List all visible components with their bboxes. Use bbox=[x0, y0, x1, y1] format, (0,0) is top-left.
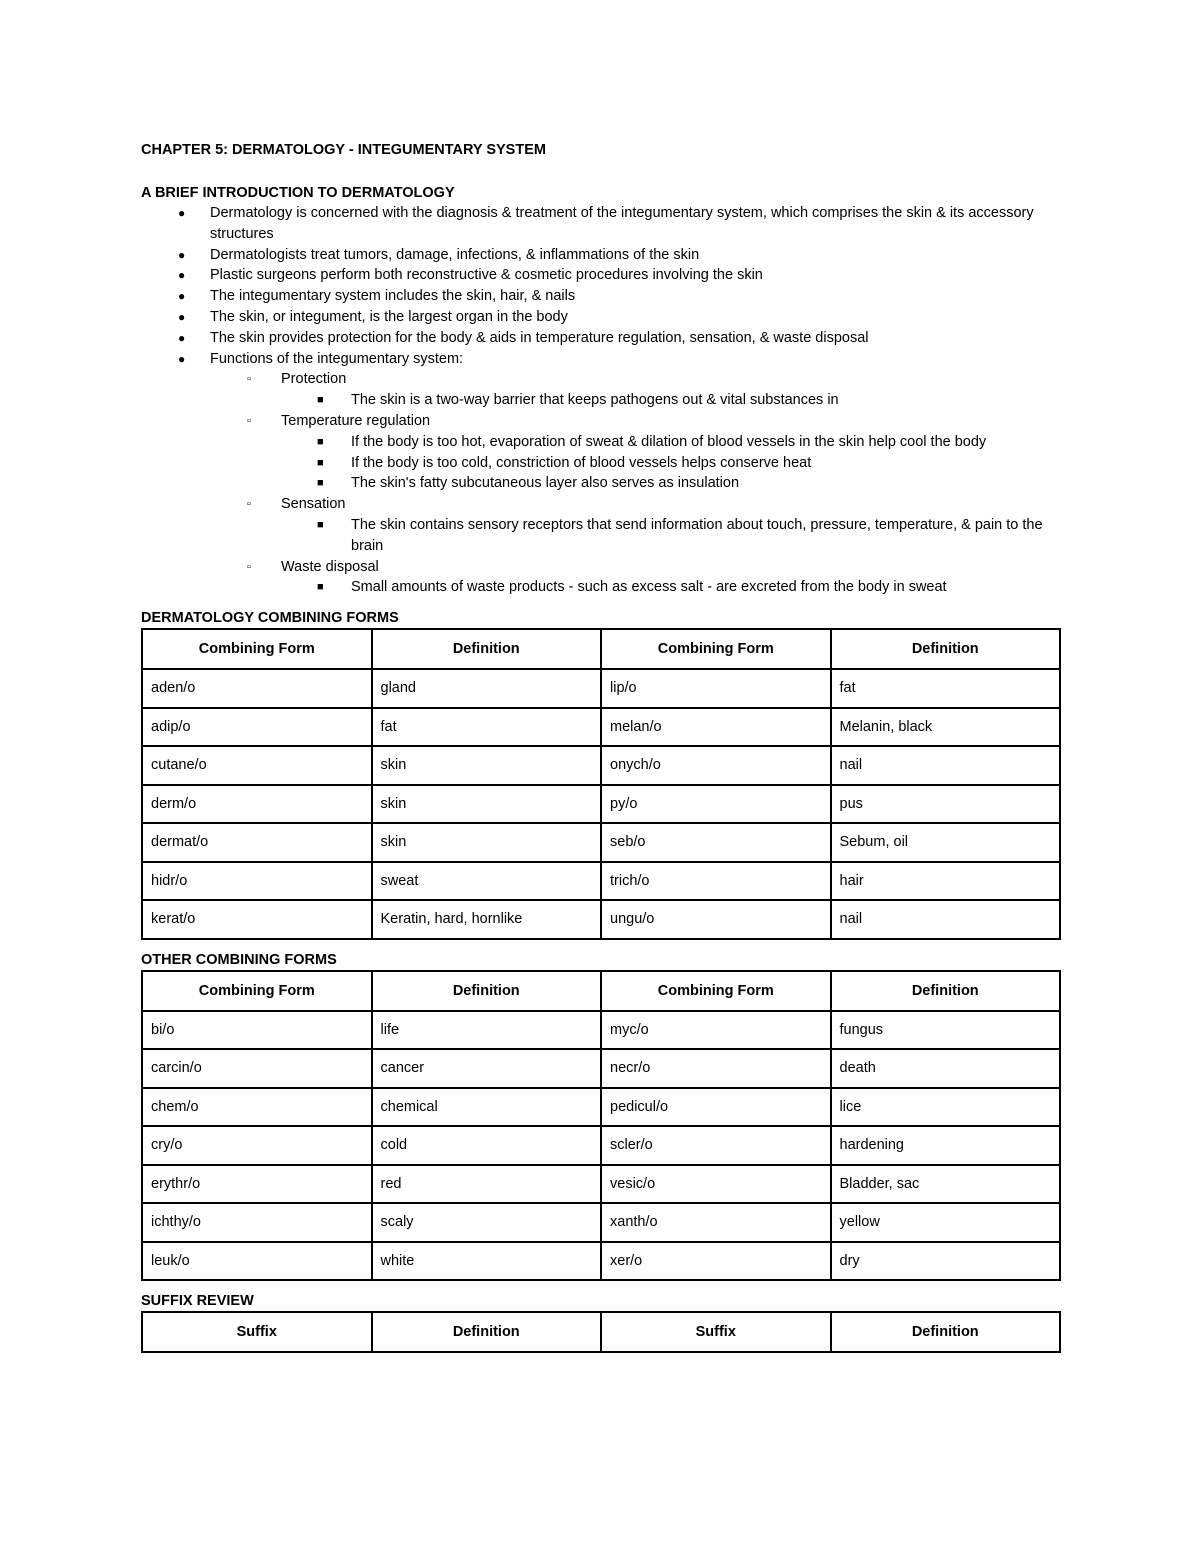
table-cell: ungu/o bbox=[601, 900, 831, 939]
table-cell: nail bbox=[831, 746, 1061, 785]
intro-bullet: ● The integumentary system includes the skin, hair, & nails bbox=[141, 286, 1061, 307]
table-cell: aden/o bbox=[142, 669, 372, 708]
function-points bbox=[281, 577, 1061, 598]
table-cell: skin bbox=[372, 785, 602, 824]
table-cell: skin bbox=[372, 746, 602, 785]
hollow-square-bullet-icon: ▫ bbox=[247, 498, 251, 511]
table-row bbox=[142, 1203, 1060, 1242]
bullet-dot-icon: ● bbox=[178, 268, 186, 283]
intro-heading: A BRIEF INTRODUCTION TO DERMATOLOGY bbox=[141, 185, 455, 201]
table-cell: cancer bbox=[372, 1049, 602, 1088]
table-row bbox=[142, 785, 1060, 824]
column-header: Suffix bbox=[601, 1312, 831, 1352]
other-combining-forms-table bbox=[141, 970, 1061, 1282]
table-cell: myc/o bbox=[601, 1011, 831, 1050]
table-cell: trich/o bbox=[601, 862, 831, 901]
table-cell: hardening bbox=[831, 1126, 1061, 1165]
table-row bbox=[142, 862, 1060, 901]
function-points bbox=[281, 432, 1061, 494]
table-cell: ichthy/o bbox=[142, 1203, 372, 1242]
table-cell: leuk/o bbox=[142, 1242, 372, 1281]
table-cell: gland bbox=[372, 669, 602, 708]
other-table-heading: OTHER COMBINING FORMS bbox=[141, 951, 337, 968]
intro-bullet: ● The skin, or integument, is the largest organ in the body bbox=[141, 307, 1061, 328]
document-page bbox=[141, 140, 1061, 1353]
table-cell: lice bbox=[831, 1088, 1061, 1127]
chapter-title: CHAPTER 5: DERMATOLOGY - INTEGUMENTARY SYSTEM bbox=[141, 142, 546, 158]
table-cell: carcin/o bbox=[142, 1049, 372, 1088]
table-cell: sweat bbox=[372, 862, 602, 901]
table-row bbox=[142, 746, 1060, 785]
bullet-dot-icon: ● bbox=[178, 330, 186, 345]
square-bullet-icon: ■ bbox=[317, 477, 324, 490]
suffix-review-table bbox=[141, 1311, 1061, 1353]
column-header: Definition bbox=[372, 629, 602, 669]
function-point: ■ The skin's fatty subcutaneous layer also serves as insulation bbox=[141, 473, 1061, 494]
table-cell: white bbox=[372, 1242, 602, 1281]
bullet-dot-icon: ● bbox=[178, 206, 186, 220]
bullet-dot-icon: ● bbox=[178, 289, 186, 304]
table-header-row bbox=[142, 1312, 1060, 1352]
suffix-table-heading: SUFFIX REVIEW bbox=[141, 1293, 254, 1310]
table-cell: skin bbox=[372, 823, 602, 862]
table-cell: necr/o bbox=[601, 1049, 831, 1088]
table-row bbox=[142, 1126, 1060, 1165]
function-points bbox=[281, 515, 1061, 557]
table-cell: xanth/o bbox=[601, 1203, 831, 1242]
intro-list bbox=[141, 203, 1061, 598]
table-row bbox=[142, 1165, 1060, 1204]
column-header: Definition bbox=[831, 629, 1061, 669]
bullet-dot-icon: ● bbox=[178, 351, 186, 366]
table-cell: fungus bbox=[831, 1011, 1061, 1050]
table-cell: scaly bbox=[372, 1203, 602, 1242]
hollow-square-bullet-icon: ▫ bbox=[247, 414, 251, 427]
table-cell: dry bbox=[831, 1242, 1061, 1281]
table-cell: nail bbox=[831, 900, 1061, 939]
table-cell: erythr/o bbox=[142, 1165, 372, 1204]
intro-bullet: ● Dermatologists treat tumors, damage, infections, & inflammations of the skin bbox=[141, 245, 1061, 266]
functions-list bbox=[210, 369, 1061, 598]
derm-table-heading: DERMATOLOGY COMBINING FORMS bbox=[141, 610, 399, 627]
table-cell: pedicul/o bbox=[601, 1088, 831, 1127]
intro-bullet: ● Dermatology is concerned with the diagnosis & treatment of the integumentary system, which comprises the skin & its accessory structures bbox=[178, 205, 1034, 242]
derm-combining-forms-table bbox=[141, 628, 1061, 940]
function-item: ▫ Sensation ■ The skin contains sensory receptors that send information about touch, pressure, temperature, & pain to the brain bbox=[141, 494, 1061, 556]
table-cell: bi/o bbox=[142, 1011, 372, 1050]
column-header: Definition bbox=[372, 971, 602, 1011]
table-row bbox=[142, 708, 1060, 747]
table-cell: scler/o bbox=[601, 1126, 831, 1165]
column-header: Combining Form bbox=[142, 971, 372, 1011]
table-cell: py/o bbox=[601, 785, 831, 824]
hollow-square-bullet-icon: ▫ bbox=[247, 373, 251, 386]
hollow-square-bullet-icon: ▫ bbox=[247, 560, 251, 573]
table-cell: Keratin, hard, hornlike bbox=[372, 900, 602, 939]
table-cell: death bbox=[831, 1049, 1061, 1088]
square-bullet-icon: ■ bbox=[317, 456, 324, 469]
bullet-dot-icon: ● bbox=[178, 247, 186, 262]
table-row bbox=[142, 823, 1060, 862]
column-header: Combining Form bbox=[601, 971, 831, 1011]
table-cell: hidr/o bbox=[142, 862, 372, 901]
column-header: Combining Form bbox=[601, 629, 831, 669]
table-cell: life bbox=[372, 1011, 602, 1050]
table-row bbox=[142, 1049, 1060, 1088]
bullet-dot-icon: ● bbox=[178, 309, 186, 324]
table-row bbox=[142, 1088, 1060, 1127]
table-cell: melan/o bbox=[601, 708, 831, 747]
square-bullet-icon: ■ bbox=[317, 581, 324, 594]
function-point: ■ If the body is too cold, constriction of blood vessels helps conserve heat bbox=[141, 453, 1061, 474]
table-row bbox=[142, 1242, 1060, 1281]
table-cell: vesic/o bbox=[601, 1165, 831, 1204]
table-cell: Bladder, sac bbox=[831, 1165, 1061, 1204]
square-bullet-icon: ■ bbox=[317, 518, 324, 531]
table-cell: lip/o bbox=[601, 669, 831, 708]
table-cell: onych/o bbox=[601, 746, 831, 785]
table-cell: seb/o bbox=[601, 823, 831, 862]
function-item: ▫ Protection ■ The skin is a two-way barrier that keeps pathogens out & vital substances in bbox=[141, 369, 1061, 411]
intro-bullet: ● Plastic surgeons perform both reconstructive & cosmetic procedures involving the skin bbox=[141, 265, 1061, 286]
column-header: Definition bbox=[831, 971, 1061, 1011]
table-row bbox=[142, 669, 1060, 708]
table-row bbox=[142, 900, 1060, 939]
table-cell: derm/o bbox=[142, 785, 372, 824]
table-cell: hair bbox=[831, 862, 1061, 901]
table-row bbox=[142, 1011, 1060, 1050]
square-bullet-icon: ■ bbox=[317, 435, 324, 448]
table-cell: chem/o bbox=[142, 1088, 372, 1127]
table-cell: Sebum, oil bbox=[831, 823, 1061, 862]
table-cell: chemical bbox=[372, 1088, 602, 1127]
column-header: Combining Form bbox=[142, 629, 372, 669]
table-header-row bbox=[142, 629, 1060, 669]
table-cell: fat bbox=[372, 708, 602, 747]
column-header: Definition bbox=[831, 1312, 1061, 1352]
function-points bbox=[281, 390, 1061, 411]
table-cell: pus bbox=[831, 785, 1061, 824]
table-cell: cutane/o bbox=[142, 746, 372, 785]
function-item: ▫ Temperature regulation ■ If the body is too hot, evaporation of sweat & dilation of blood vessels in the skin help cool the body ■ If the body is too cold, constriction of blood vessels helps conserve heat ■ The skin's fatty subcutaneous layer also serves as insulation bbox=[141, 411, 1061, 494]
table-cell: red bbox=[372, 1165, 602, 1204]
function-point: ■ Small amounts of waste products - such as excess salt - are excreted from the body in sweat bbox=[141, 577, 1061, 598]
function-point: ■ The skin is a two-way barrier that keeps pathogens out & vital substances in bbox=[141, 390, 1061, 411]
table-cell: xer/o bbox=[601, 1242, 831, 1281]
square-bullet-icon: ■ bbox=[317, 394, 324, 407]
function-point: ■ The skin contains sensory receptors that send information about touch, pressure, temperature, & pain to the brain bbox=[317, 516, 1043, 554]
table-cell: Melanin, black bbox=[831, 708, 1061, 747]
function-item: ▫ Waste disposal ■ Small amounts of waste products - such as excess salt - are excreted from the body in sweat bbox=[141, 557, 1061, 599]
table-cell: kerat/o bbox=[142, 900, 372, 939]
column-header: Definition bbox=[372, 1312, 602, 1352]
intro-bullet: ● Functions of the integumentary system: ▫ Protection ■ The skin is a two-way barrier that keeps pathogens out & vital substances in ▫ Temperature regulation ■ If the body is too hot, evaporation of sweat & dilation of blood vessels in the skin help cool the body ■ If the body is too cold, constriction of blood vessels helps conserve heat ■ The skin's fatty subcutaneous layer also serves as insulation ▫ Sensation ■ The skin contains sensory receptors that send information about touch, pressure, temperature, & pain to the brain ▫ Waste disposal ■ Small amounts of waste products - such as excess salt - are excreted from the body in sweat bbox=[141, 349, 1061, 599]
table-cell: cold bbox=[372, 1126, 602, 1165]
table-cell: cry/o bbox=[142, 1126, 372, 1165]
table-cell: fat bbox=[831, 669, 1061, 708]
table-cell: adip/o bbox=[142, 708, 372, 747]
intro-bullet: ● The skin provides protection for the body & aids in temperature regulation, sensation, & waste disposal bbox=[141, 328, 1061, 349]
table-header-row bbox=[142, 971, 1060, 1011]
table-cell: yellow bbox=[831, 1203, 1061, 1242]
function-point: ■ If the body is too hot, evaporation of sweat & dilation of blood vessels in the skin help cool the body bbox=[141, 432, 1061, 453]
table-cell: dermat/o bbox=[142, 823, 372, 862]
column-header: Suffix bbox=[142, 1312, 372, 1352]
